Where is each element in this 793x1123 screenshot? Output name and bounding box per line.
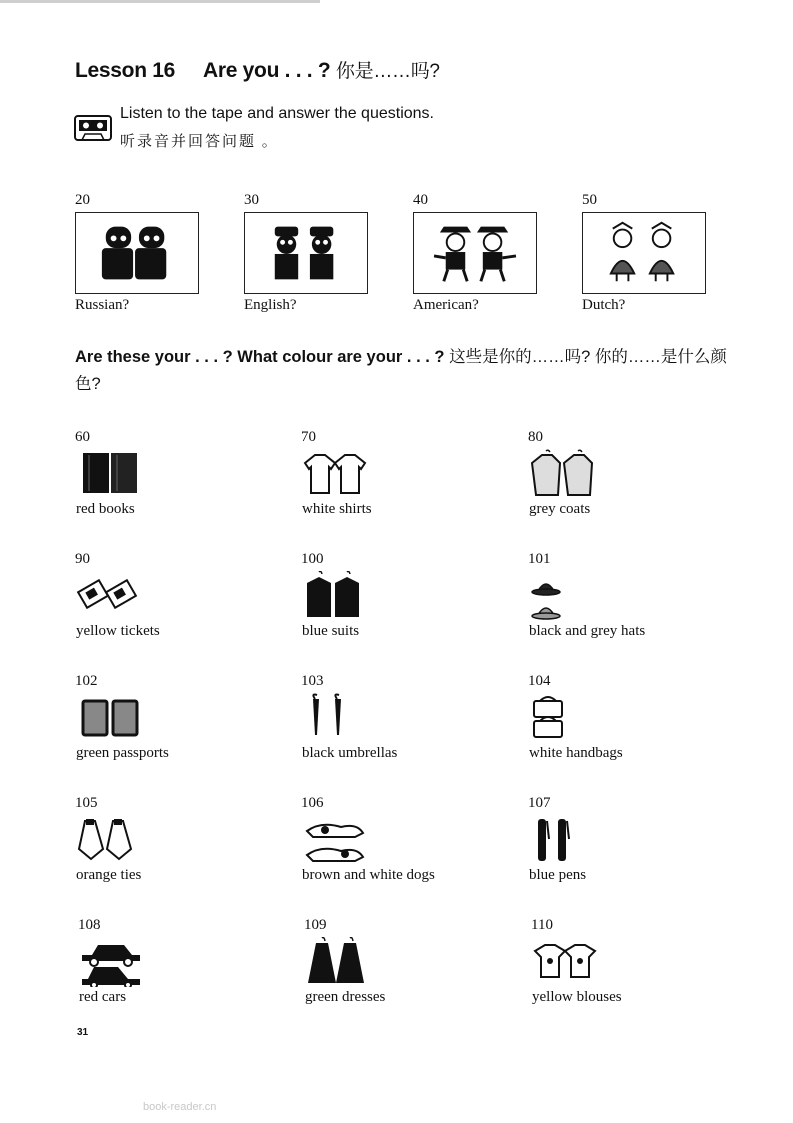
item-number: 105: [75, 795, 98, 811]
item-number: 100: [301, 551, 324, 567]
nationality-picture: [75, 212, 199, 294]
item-number: 60: [75, 429, 90, 445]
pens-icon: [528, 815, 598, 865]
vocab-item: [528, 795, 728, 895]
item-label: brown and white dogs: [302, 867, 435, 883]
page-number: 31: [77, 1027, 89, 1038]
american-figures-icon: [414, 213, 536, 293]
nationality-label: English?: [244, 297, 297, 313]
item-number: 106: [301, 795, 324, 811]
dutch-figures-icon: [583, 213, 705, 293]
item-number: 70: [301, 429, 316, 445]
shirts-icon: [301, 449, 371, 499]
item-label: red cars: [79, 989, 127, 1005]
section-heading: [75, 344, 745, 398]
cassette-tape-icon: [74, 114, 112, 142]
nationality-number: 40: [413, 192, 428, 208]
item-label: yellow blouses: [532, 989, 622, 1005]
passports-icon: [75, 693, 145, 743]
hats-icon: [528, 571, 598, 621]
item-number: 101: [528, 551, 551, 567]
nationality-label: Russian?: [75, 297, 130, 313]
section-heading-en: Are these your . . . ? What colour are your . . . ?: [75, 348, 445, 366]
nationality-picture: [244, 212, 368, 294]
item-label: white handbags: [529, 745, 623, 761]
vocab-item: [528, 673, 728, 773]
item-label: red books: [76, 501, 135, 517]
watermark: book-reader.cn: [143, 1101, 217, 1113]
lesson-title-en: Are you . . . ?: [203, 59, 331, 82]
vocab-item: [528, 429, 728, 529]
cars-icon: [78, 937, 148, 987]
vocab-item: [75, 429, 275, 529]
item-number: 109: [304, 917, 327, 933]
item-label: green dresses: [305, 989, 386, 1005]
ties-icon: [75, 815, 145, 865]
coats-icon: [528, 449, 598, 499]
vocab-item: [531, 917, 731, 1017]
nationality-label: Dutch?: [582, 297, 626, 313]
vocab-item: [301, 551, 501, 651]
item-number: 103: [301, 673, 324, 689]
tickets-icon: [75, 571, 145, 621]
umbrellas-icon: [301, 693, 371, 743]
instruction-zh: 听录音并回答问题 。: [120, 134, 279, 150]
lesson-title-zh: 你是……吗?: [335, 61, 440, 82]
vocab-item: [528, 551, 728, 651]
suits-icon: [301, 571, 371, 621]
item-number: 107: [528, 795, 551, 811]
item-number: 90: [75, 551, 90, 567]
nationality-number: 50: [582, 192, 597, 208]
item-label: yellow tickets: [76, 623, 160, 639]
nationality-number: 30: [244, 192, 259, 208]
item-number: 104: [528, 673, 551, 689]
nationality-number: 20: [75, 192, 90, 208]
vocab-item: [301, 429, 501, 529]
vocab-item: [78, 917, 278, 1017]
top-rule: [0, 0, 320, 3]
vocab-item: [304, 917, 504, 1017]
item-label: blue suits: [302, 623, 360, 639]
vocab-item: [75, 551, 275, 651]
nationality-picture: [582, 212, 706, 294]
lesson-title: [75, 56, 440, 83]
item-label: black umbrellas: [302, 745, 398, 761]
books-icon: [75, 449, 145, 499]
item-label: black and grey hats: [529, 623, 646, 639]
vocab-item: [75, 795, 275, 895]
item-number: 110: [531, 917, 553, 933]
instruction-en: Listen to the tape and answer the questions.: [120, 105, 434, 122]
vocab-item: [301, 673, 501, 773]
item-label: orange ties: [76, 867, 142, 883]
dogs-icon: [301, 815, 371, 865]
item-number: 102: [75, 673, 98, 689]
blouses-icon: [531, 937, 601, 987]
russian-figures-icon: [76, 213, 198, 293]
vocab-item: [75, 673, 275, 773]
lesson-number: Lesson 16: [75, 59, 176, 82]
dresses-icon: [304, 937, 374, 987]
item-number: 80: [528, 429, 543, 445]
nationality-label: American?: [413, 297, 479, 313]
item-label: green passports: [76, 745, 169, 761]
nationality-picture: [413, 212, 537, 294]
item-label: grey coats: [529, 501, 591, 517]
item-label: blue pens: [529, 867, 587, 883]
section-heading-zh: 这些是你的……吗? 你的……是什么颜色?: [75, 348, 727, 393]
vocab-item: [301, 795, 501, 895]
handbags-icon: [528, 693, 598, 743]
english-figures-icon: [245, 213, 367, 293]
item-number: 108: [78, 917, 101, 933]
item-label: white shirts: [302, 501, 372, 517]
